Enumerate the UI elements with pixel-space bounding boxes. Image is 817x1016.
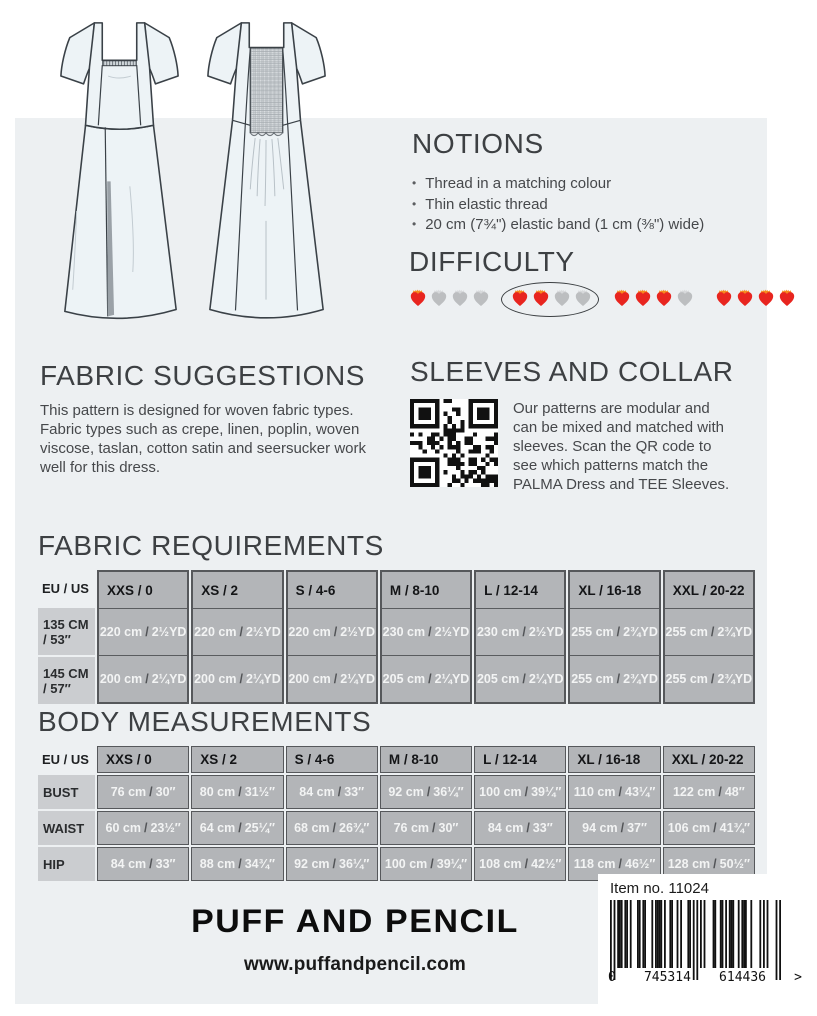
measurement-cell: 118 cm / 46½″ [568,847,660,881]
fabric-requirements-section [38,530,755,704]
notion-item: • Thread in a matching colour [412,175,612,192]
measurement-cell: 200 cm / 2¼YD [193,655,281,702]
notions-section [412,128,704,236]
heart-fire-icon [430,289,448,307]
measurement-cell: 220 cm / 2½YD [193,608,281,655]
size-column-header: XS / 2 [193,572,281,608]
heart-fire-icon [409,289,427,307]
measurement-cell: 100 cm / 39¼″ [380,847,472,881]
heart-fire-icon [613,289,631,307]
measurement-cell: 76 cm / 30″ [380,811,472,845]
measurement-cell: 80 cm / 31½″ [191,775,283,809]
size-column [380,570,472,704]
difficulty-section [409,246,817,307]
heart-fire-icon [778,289,796,307]
size-column [286,746,378,881]
size-column [474,746,566,881]
heart-fire-icon [532,289,550,307]
measurement-cell: 94 cm / 37″ [568,811,660,845]
barcode-digit-group: 745314 [643,970,691,985]
heart-fire-icon [655,289,673,307]
measurement-cell: 92 cm / 36¼″ [380,775,472,809]
notion-item: • 20 cm (7¾") elastic band (1 cm (⅜") wide) [412,216,705,233]
notion-item: • Thin elastic thread [412,195,548,213]
size-column [286,570,378,704]
sleeves-collar-body: Our patterns are modular and can be mixed and matched with sleeves. Scan the QR code to see which patterns match the PALMA Dress and TEE Sleeves. [513,400,730,493]
dress-back-technical-drawing [189,14,344,339]
size-column [568,570,660,704]
measurement-cell: 60 cm / 23½″ [97,811,189,845]
notions-list [412,174,704,236]
difficulty-rating [409,289,817,307]
barcode-box [598,874,810,1016]
footer-branding [150,903,560,976]
measurement-cell: 255 cm / 2¾YD [665,655,753,702]
measurement-cell: 200 cm / 2¼YD [99,655,187,702]
size-column [663,570,755,704]
dress-front-technical-drawing [42,14,197,339]
size-column [191,570,283,704]
row-header: BUST [38,775,95,809]
difficulty-title: DIFFICULTY [409,246,575,277]
measurement-cell: 255 cm / 2¾YD [570,608,658,655]
heart-fire-icon [553,289,571,307]
row-header: 145 CM / 57″ [38,657,95,704]
size-column [568,746,660,881]
size-column [97,746,189,881]
sleeves-collar-title: SLEEVES AND COLLAR [410,356,734,387]
size-column [474,570,566,704]
size-column-header: XS / 2 [191,746,283,773]
measurement-cell: 220 cm / 2½YD [288,608,376,655]
brand-logo: PUFF AND PENCIL [191,903,519,939]
barcode-digit-group: > [794,970,802,985]
measurement-cell: 230 cm / 2½YD [476,608,564,655]
heart-fire-icon [676,289,694,307]
measurement-cell: 84 cm / 33″ [97,847,189,881]
barcode-digit-group: 0 [608,970,616,985]
measurement-cell: 76 cm / 30″ [97,775,189,809]
fabric-suggestions-body: This pattern is designed for woven fabric types. Fabric types such as crepe, linen, poplin, woven viscose, taslan, cotton satin and seersucker work well for this dress. [40,402,366,476]
notions-title: NOTIONS [412,128,544,159]
measurement-cell: 88 cm / 34¾″ [191,847,283,881]
size-column-header: M / 8-10 [380,746,472,773]
barcode-digit-group: 614436 [719,970,767,985]
heart-fire-icon [715,289,733,307]
heart-fire-icon [472,289,490,307]
heart-fire-icon [757,289,775,307]
measurement-cell: 110 cm / 43¼″ [568,775,660,809]
corner-label: EU / US [42,752,89,767]
row-header: WAIST [38,811,95,845]
difficulty-level-1 [409,289,493,307]
size-column-header: XXL / 20-22 [665,572,753,608]
measurement-cell: 230 cm / 2½YD [382,608,470,655]
heart-fire-icon [511,289,529,307]
size-column-header: XXL / 20-22 [663,746,755,773]
bullet-icon: • [412,217,417,231]
fabric-requirements-title: FABRIC REQUIREMENTS [38,530,384,561]
size-column [97,570,189,704]
measurement-cell: 108 cm / 42½″ [474,847,566,881]
corner-label: EU / US [42,580,89,596]
measurement-cell: 255 cm / 2¾YD [570,655,658,702]
qr-code-icon [410,399,498,487]
item-number-label: Item no. 11024 [610,880,709,897]
sleeves-collar-section [410,356,770,494]
dress-illustrations [42,14,344,339]
size-column-header: S / 4-6 [288,572,376,608]
heart-fire-icon [574,289,592,307]
size-column-header: L / 12-14 [476,572,564,608]
size-column-header: S / 4-6 [286,746,378,773]
heart-fire-icon [451,289,469,307]
measurement-cell: 128 cm / 50½″ [663,847,755,881]
difficulty-level-2-selected [511,289,595,307]
difficulty-level-4 [715,289,799,307]
size-column [191,746,283,881]
size-column-header: XXS / 0 [99,572,187,608]
size-column [663,746,755,881]
size-column [380,746,472,881]
measurement-cell: 205 cm / 2¼YD [382,655,470,702]
measurement-cell: 200 cm / 2¼YD [288,655,376,702]
body-measurements-table [38,746,755,881]
bullet-icon: • [412,196,417,211]
bullet-icon: • [412,176,417,190]
size-column-header: M / 8-10 [382,572,470,608]
size-column-header: L / 12-14 [474,746,566,773]
website-url: www.puffandpencil.com [243,954,466,975]
fabric-suggestions-title: FABRIC SUGGESTIONS [40,360,366,391]
measurement-cell: 92 cm / 36¼″ [286,847,378,881]
barcode-digits [608,970,802,985]
size-column-header: XXS / 0 [97,746,189,773]
heart-fire-icon [736,289,754,307]
size-column-header: XL / 16-18 [570,572,658,608]
measurement-cell: 84 cm / 33″ [286,775,378,809]
measurement-cell: 68 cm / 26¾″ [286,811,378,845]
measurement-cell: 255 cm / 2¾YD [665,608,753,655]
body-measurements-title: BODY MEASUREMENTS [38,706,372,737]
measurement-cell: 84 cm / 33″ [474,811,566,845]
measurement-cell: 106 cm / 41¾″ [663,811,755,845]
difficulty-level-3 [613,289,697,307]
measurement-cell: 122 cm / 48″ [663,775,755,809]
row-header: HIP [38,847,95,881]
size-column-header: XL / 16-18 [568,746,660,773]
row-header: 135 CM / 53″ [38,608,95,655]
measurement-cell: 64 cm / 25¼″ [191,811,283,845]
measurement-cell: 220 cm / 2½YD [99,608,187,655]
fabric-requirements-table [38,570,755,704]
heart-fire-icon [634,289,652,307]
measurement-cell: 100 cm / 39¼″ [474,775,566,809]
fabric-suggestions-section [40,360,380,477]
measurement-cell: 205 cm / 2¼YD [476,655,564,702]
body-measurements-section [38,706,755,881]
